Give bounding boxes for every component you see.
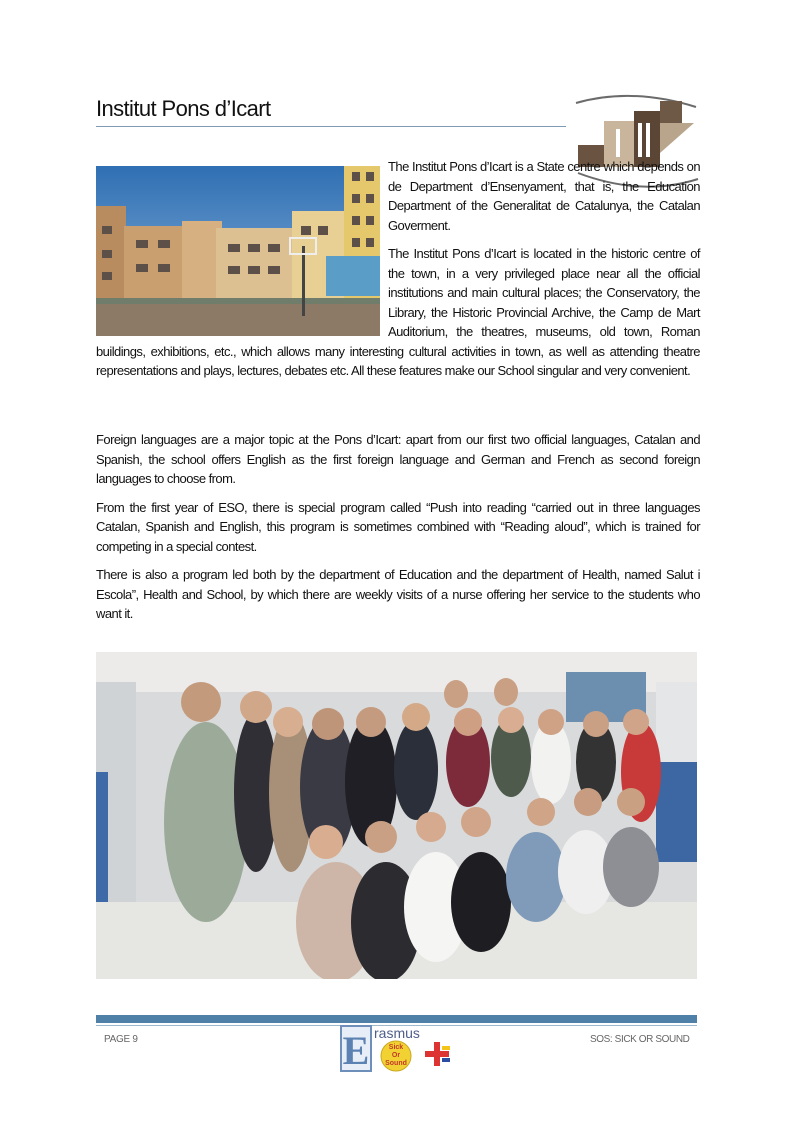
title-underline — [96, 126, 566, 127]
page-number: PAGE 9 — [104, 1034, 138, 1045]
erasmus-logo-graphic — [338, 1024, 462, 1074]
intro-section — [96, 157, 700, 390]
logo-block-5 — [660, 123, 694, 153]
erasmus-letter: E — [342, 1028, 370, 1073]
badge-sick: Sick — [388, 1044, 404, 1051]
students-group-photo — [96, 652, 697, 979]
paragraph-reading-program: From the first year of ESO, there is special program called “Push into reading “carried out in three languages Catalan, Spanish and English, this program is sometimes combined with “Reading aloud”, which is trained for competing in a special contest. — [96, 499, 700, 554]
badge-sound: Sound — [385, 1060, 407, 1067]
intro-paragraph-1: The Institut Pons d’Icart is a State centre which depends on de Department d’Ensenyament, that is, the Education Department of the Generalitat de Catalunya, the Catalan Goverment. — [388, 159, 700, 233]
project-name: SOS: SICK OR SOUND — [590, 1034, 690, 1045]
paragraph-languages: Foreign languages are a major topic at the Pons d’Icart: apart from our first two official languages, Catalan and Spanish, the school offers English as the first foreign language and German and French as second foreign languages to choose from. — [96, 432, 700, 486]
paragraph-health-program: There is also a program led both by the department of Education and the department of Health, named Salut i Escola”, Health and School, by which there are weekly visits of a nurse offering her service to the students who want it. — [96, 567, 700, 621]
logo-block-4 — [660, 101, 682, 123]
erasmus-logo — [338, 1024, 462, 1074]
footer-bar — [96, 1015, 697, 1023]
logo-letter-i2 — [646, 123, 650, 157]
badge-or: Or — [391, 1052, 401, 1059]
intro-paragraph-2: The Institut Pons d’Icart is located in the historic centre of the town, in a very privileged place near all the official institutions and main cultural places; the Conservatory, the Library, the Historic Provincial Archive, the Camp de Mart Auditorium, the theatres, museums, old town, Roman buildings, exhibitions, etc., which allows many interesting cultural activities in town, as well as attending theatre representations and plays, lectures, debates etc. All these features make our School singular and very convenient. — [96, 246, 700, 378]
logo-letter-i — [638, 123, 642, 157]
page-title: Institut Pons d’Icart — [96, 96, 271, 121]
erasmus-wordmark: rasmus — [374, 1025, 420, 1041]
logo-letter-p — [616, 129, 620, 157]
photo-float-spacer — [96, 157, 388, 335]
body-section — [96, 430, 700, 633]
